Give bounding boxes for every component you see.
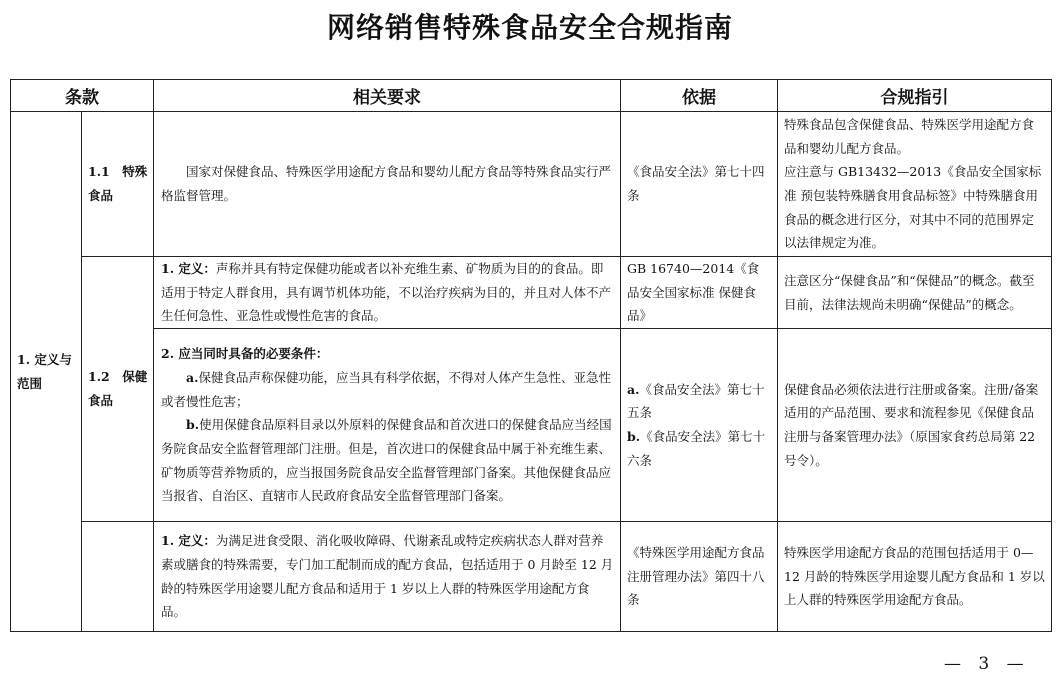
document-title: 网络销售特殊食品安全合规指南 <box>326 11 733 44</box>
header-requirement: 相关要求 <box>154 80 621 112</box>
requirement-text: 声称并具有特定保健功能或者以补充维生素、矿物质为目的的食品。即适用于特定人群食用，具有调节机体功能，不以治疗疾病为目的，并且对人体不产生任何急性、亚急性或慢性危害的食品。 <box>161 261 612 324</box>
item-marker: a. <box>186 369 199 385</box>
requirement-text: 为满足进食受限、消化吸收障碍、代谢紊乱或特定疾病状态人群对营养素或膳食的特殊需要，专门加工配制而成的配方食品，包括适用于 0 月龄至 12 月龄的特殊医学用途婴儿配方食品和适用于 1 岁以上人群的特殊医学用途配方食品。 <box>161 533 614 620</box>
table-row <box>11 522 1052 632</box>
requirement-text: 保健食品声称保健功能，应当具有科学依据，不得对人体产生急性、亚急性或者慢性危害； <box>161 369 611 409</box>
table-row <box>11 329 1052 522</box>
header-basis: 依据 <box>621 80 778 112</box>
requirement-heading: 2. 应当同时具备的必要条件： <box>161 346 329 362</box>
header-clause: 条款 <box>11 80 154 112</box>
section-label: 1. 定义与范围 <box>11 112 82 632</box>
guide-text: 特殊食品包含保健食品、特殊医学用途配方食品和婴幼儿配方食品。 <box>784 116 1035 156</box>
guide-cell: 注意区分“保健食品”和“保健品”的概念。截至目前，法律法规尚未明确“保健品”的概念。 <box>778 257 1052 329</box>
basis-text: 《食品安全法》第七十六条 <box>627 429 766 468</box>
table-row <box>11 112 1052 257</box>
clause-label: 1.1 特殊食品 <box>82 112 154 257</box>
item-marker: b. <box>186 417 200 433</box>
compliance-table <box>10 79 1052 632</box>
requirement-cell <box>154 112 621 257</box>
requirement-cell <box>154 522 621 632</box>
clause-label: 1.2 保健食品 <box>82 257 154 522</box>
table-row <box>11 257 1052 329</box>
requirement-text: 国家对保健食品、特殊医学用途配方食品和婴幼儿配方食品等特殊食品实行严格监督管理。 <box>161 164 612 203</box>
requirement-text: 使用保健食品原料目录以外原料的保健食品和首次进口的保健食品应当经国务院食品安全监督管理部门注册。但是，首次进口的保健食品中属于补充维生素、矿物质等营养物质的，应当报国务院食品安全监督管理部门备案。其他保健食品应当报省、自治区、直辖市人民政府食品安全监督管理部门备案。 <box>161 417 612 504</box>
guide-cell: 保健食品必须依法进行注册或备案。注册/备案适用的产品范围、要求和流程参见《保健食品注册与备案管理办法》（原国家食药总局第 22 号令）。 <box>778 329 1052 522</box>
header-row <box>11 80 1052 112</box>
requirement-cell <box>154 329 621 522</box>
guide-text: 应注意与 GB13432—2013《食品安全国家标准 预包装特殊膳食用食品标签》中特殊膳食用食品的概念进行区分，对其中不同的范围界定以法律规定为准。 <box>784 164 1042 251</box>
requirement-cell <box>154 257 621 329</box>
header-guide: 合规指引 <box>778 80 1052 112</box>
item-marker: b. <box>627 429 641 445</box>
basis-cell: GB 16740—2014《食品安全国家标准 保健食品》 <box>621 257 778 329</box>
requirement-heading: 1. 定义： <box>161 261 216 276</box>
requirement-heading: 1. 定义： <box>161 533 216 549</box>
basis-cell <box>621 329 778 522</box>
item-marker: a. <box>627 381 640 397</box>
basis-cell: 《特殊医学用途配方食品注册管理办法》第四十八条 <box>621 522 778 632</box>
page-number: — 3 — <box>944 654 1030 674</box>
guide-cell <box>778 112 1052 257</box>
clause-label-empty <box>82 522 154 632</box>
guide-cell: 特殊医学用途配方食品的范围包括适用于 0—12 月龄的特殊医学用途婴儿配方食品和 1 岁以上人群的特殊医学用途配方食品。 <box>778 522 1052 632</box>
basis-text: 《食品安全法》第七十五条 <box>627 381 765 421</box>
basis-cell: 《食品安全法》第七十四条 <box>621 112 778 257</box>
